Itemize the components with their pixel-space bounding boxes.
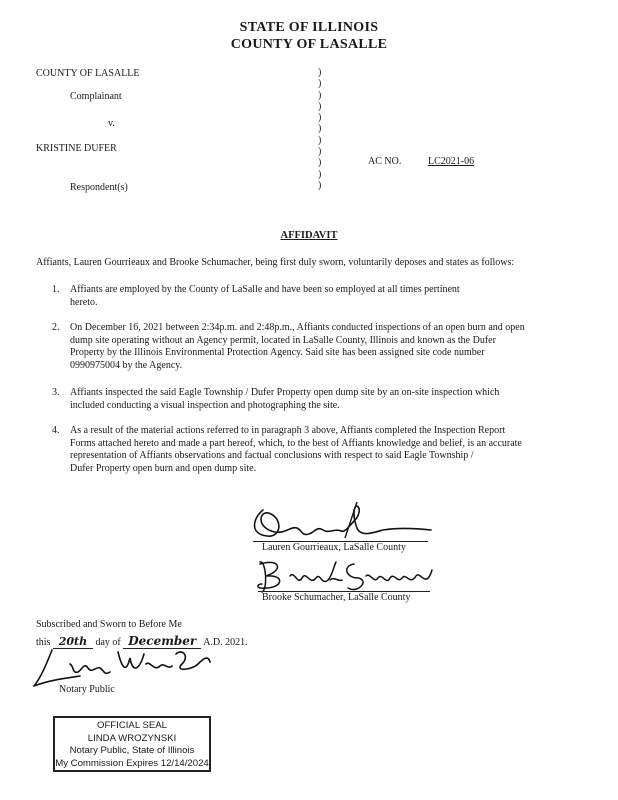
- caption-ac-label: AC NO.: [368, 156, 402, 167]
- official-seal: [53, 716, 211, 772]
- caption-respondent-label: Respondent(s): [70, 182, 128, 193]
- notary-day-of: day of: [95, 637, 121, 648]
- header-state: STATE OF ILLINOIS: [239, 20, 379, 35]
- paragraph-2-number: 2.: [52, 322, 60, 333]
- paragraph-3-number: 3.: [52, 387, 60, 398]
- notary-subscribed: Subscribed and Sworn to Before Me: [36, 619, 182, 630]
- caption-complainant-label: Complainant: [70, 91, 122, 102]
- signature-caption-1: Lauren Gourrieaux, LaSalle County: [262, 542, 406, 553]
- caption-parens: ) ) ) ) ) ) ) ) ) ) ): [318, 67, 322, 191]
- caption-defendant: KRISTINE DUFER: [36, 143, 117, 154]
- caption-ac-number: LC2021-06: [428, 156, 475, 167]
- paragraph-4: As a result of the material actions referred to in paragraph 3 above, Affiants completed the Inspection Report Forms attached hereto and made a part hereof, which, to the best of Affiants knowledge and belief, is an accurate representation of Affiants observations and factual conclusions with respect to said Eagle Township / Dufer Property open burn and open dump site.: [70, 425, 522, 474]
- caption-versus: v.: [108, 118, 115, 129]
- signature-gourrieaux-icon: [245, 498, 435, 544]
- notary-this: this: [36, 637, 51, 648]
- seal-line-3: Notary Public, State of Illinois: [69, 745, 195, 756]
- paragraph-4-number: 4.: [52, 425, 60, 436]
- paragraph-1-number: 1.: [52, 284, 60, 295]
- notary-year: A.D. 2021.: [203, 637, 248, 648]
- header-county: COUNTY OF LASALLE: [230, 37, 388, 52]
- affidavit-title: AFFIDAVIT: [280, 230, 338, 241]
- seal-line-1: OFFICIAL SEAL: [96, 720, 168, 731]
- paragraph-3: Affiants inspected the said Eagle Township / Dufer Property open dump site by an on-site inspection which included conducting a visual inspection and photographing the site.: [70, 387, 500, 411]
- intro-text: Affiants, Lauren Gourrieaux and Brooke Schumacher, being first duly sworn, voluntarily deposes and states as follows:: [36, 257, 515, 268]
- notary-day: 20th: [53, 635, 93, 649]
- caption-plaintiff: COUNTY OF LASALLE: [36, 68, 140, 79]
- seal-line-4: My Commission Expires 12/14/2024: [55, 757, 209, 769]
- notary-public-label: Notary Public: [59, 684, 115, 695]
- signature-schumacher-icon: [250, 556, 440, 596]
- signature-notary-icon: [22, 644, 222, 692]
- notary-month: December: [123, 634, 201, 649]
- paragraph-1: Affiants are employed by the County of LaSalle and have been so employed at all times pertinent hereto.: [70, 284, 460, 308]
- paragraph-2: On December 16, 2021 between 2:34p.m. and 2:48p.m., Affiants conducted inspections of an open burn and open dump site operating without an Agency permit, located in LaSalle County, Illinois and known as the Dufer Property by the Illinois Environmental Protection Agency. Said site has been assigned site code number 0990975004 by the Agency.: [70, 322, 525, 371]
- seal-line-2: LINDA WROZYNSKI: [87, 732, 177, 744]
- signature-caption-2: Brooke Schumacher, LaSalle County: [262, 592, 411, 603]
